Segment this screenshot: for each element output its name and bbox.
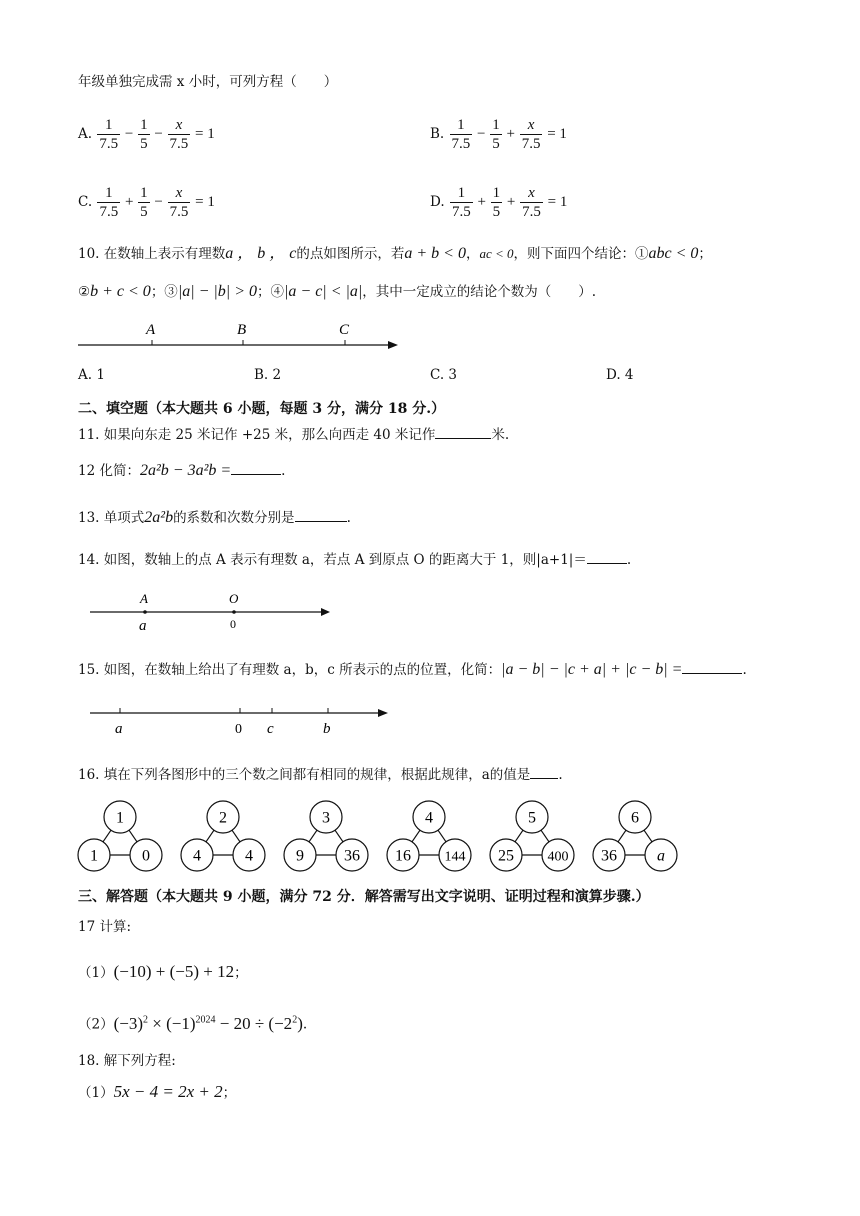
number-right: 0 <box>142 847 150 865</box>
point-label-o: O <box>229 591 239 606</box>
number-right: 36 <box>344 847 360 865</box>
label-zero: 0 <box>235 722 242 737</box>
section-2-heading: 二、填空题（本大题共 6 小题，每题 3 分，满分 18 分.） <box>78 401 446 417</box>
answer-blank[interactable] <box>295 509 347 522</box>
q14: 14. 如图，数轴上的点 A 表示有理数 a，若点 A 到原点 O 的距离大于 1，则|a+1|＝ . <box>78 552 632 568</box>
edge-top-left <box>206 830 214 842</box>
q9-option-b[interactable]: B. $\frac{1}{7.5}$ − $\frac{1}{5}$ + $\frac{x}{7.5}$ = 1 <box>430 117 567 152</box>
edge-top-left <box>515 830 523 842</box>
edge-top-right <box>541 830 549 842</box>
figure-5 <box>490 801 574 871</box>
label-a: a <box>115 721 123 737</box>
number-right: 144 <box>444 849 466 865</box>
label-b: b <box>323 721 331 737</box>
number-right: 4 <box>245 847 253 865</box>
value-label-a: a <box>139 618 147 634</box>
answer-blank[interactable] <box>530 766 558 779</box>
q9-option-d[interactable]: D. $\frac{1}{7.5}$ + $\frac{1}{5}$ + $\frac{x}{7.5}$ = 1 <box>430 185 568 220</box>
q15-number-line <box>0 695 860 740</box>
point-label-b: B <box>237 322 247 338</box>
edge-top-right <box>644 830 652 842</box>
q10-option-d[interactable]: D. 4 <box>606 367 634 383</box>
number-right: 400 <box>547 849 569 865</box>
section-3-heading: 三、解答题（本大题共 9 小题，满分 72 分．解答需写出文字说明、证明过程和演算步骤.） <box>78 889 650 905</box>
edge-top-right <box>438 830 446 842</box>
number-left: 4 <box>193 847 201 865</box>
figure-2 <box>181 801 265 871</box>
answer-blank[interactable] <box>435 426 491 439</box>
edge-top-left <box>618 830 626 842</box>
q17-part2: $(2)(-3)^2 \times (-1)^{2024} - 20 \div (-2^2)$. <box>78 1013 308 1033</box>
number-top: 3 <box>322 809 330 827</box>
point-label-c: C <box>339 322 350 338</box>
answer-blank[interactable] <box>587 551 627 564</box>
label-c: c <box>267 721 274 737</box>
q10-option-a[interactable]: A. 1 <box>78 367 105 383</box>
q18-part1: （1）5x − 4 = 2x + 2； <box>78 1082 237 1101</box>
edge-top-right <box>335 830 343 842</box>
q10-option-c[interactable]: C. 3 <box>430 367 458 383</box>
q11: 11. 如果向东走 25 米记作 +25 米，那么向西走 40 米记作 米. <box>78 427 510 443</box>
number-top: 2 <box>219 809 227 827</box>
number-top: 1 <box>116 809 124 827</box>
number-left: 25 <box>498 847 514 865</box>
q10-line1: 10. 在数轴上表示有理数a ， b ， c的点如图所示，若a + b < 0，ac < 0，则下面四个结论：①abc < 0； <box>78 245 712 262</box>
value-label-o: 0 <box>230 617 236 631</box>
edge-top-left <box>412 830 420 842</box>
figure-6 <box>593 801 677 871</box>
number-right: a <box>657 847 665 865</box>
q9-option-a[interactable]: A. $\frac{1}{7.5}$ − $\frac{1}{5}$ − $\frac{x}{7.5}$ = 1 <box>78 117 215 152</box>
figure-1 <box>78 801 162 871</box>
q10-number-line <box>0 315 860 360</box>
point-label-a: A <box>140 591 148 606</box>
point-label-a: A <box>146 322 156 338</box>
q9-stem-tail: 年级单独完成需 x 小时，可列方程（ ） <box>78 74 338 90</box>
number-top: 5 <box>528 809 536 827</box>
edge-top-right <box>232 830 240 842</box>
q10-option-b[interactable]: B. 2 <box>254 367 282 383</box>
number-left: 1 <box>90 847 98 865</box>
edge-top-left <box>103 830 111 842</box>
answer-blank[interactable] <box>231 462 281 475</box>
option-label: C. <box>78 194 93 210</box>
q9-option-c[interactable]: C. $\frac{1}{7.5}$ + $\frac{1}{5}$ − $\frac{x}{7.5}$ = 1 <box>78 185 215 220</box>
q10-line2: ②b + c < 0；③|a| − |b| > 0；④|a − c| < |a|，其中一定成立的结论个数为（ ）. <box>78 283 597 300</box>
q18-title: 18. 解下列方程: <box>78 1053 176 1069</box>
figure-3 <box>284 801 368 871</box>
option-label: D. <box>430 194 445 210</box>
option-label: A. <box>78 126 93 142</box>
answer-blank[interactable] <box>682 661 742 674</box>
edge-top-right <box>129 830 137 842</box>
q12: 12 化简：2a²b − 3a²b = . <box>78 462 286 479</box>
figure-4 <box>387 801 471 871</box>
number-left: 36 <box>601 847 617 865</box>
number-top: 4 <box>425 809 433 827</box>
q16: 16. 填在下列各图形中的三个数之间都有相同的规律，根据此规律，a的值是 . <box>78 767 563 783</box>
number-top: 6 <box>631 809 639 827</box>
q14-number-line <box>0 585 860 635</box>
number-left: 16 <box>395 847 411 865</box>
q16-figures <box>0 795 860 875</box>
edge-top-left <box>309 830 317 842</box>
q17-part1: （1）(−10) + (−5) + 12； <box>78 962 248 981</box>
q15: 15. 如图，在数轴上给出了有理数 a，b，c 所表示的点的位置，化简：|a − b| − |c + a| + |c − b| = . <box>78 661 747 678</box>
q13: 13. 单项式2a²b的系数和次数分别是 . <box>78 509 351 526</box>
option-label: B. <box>430 126 445 142</box>
q17-title: 17 计算: <box>78 919 132 935</box>
number-left: 9 <box>296 847 304 865</box>
